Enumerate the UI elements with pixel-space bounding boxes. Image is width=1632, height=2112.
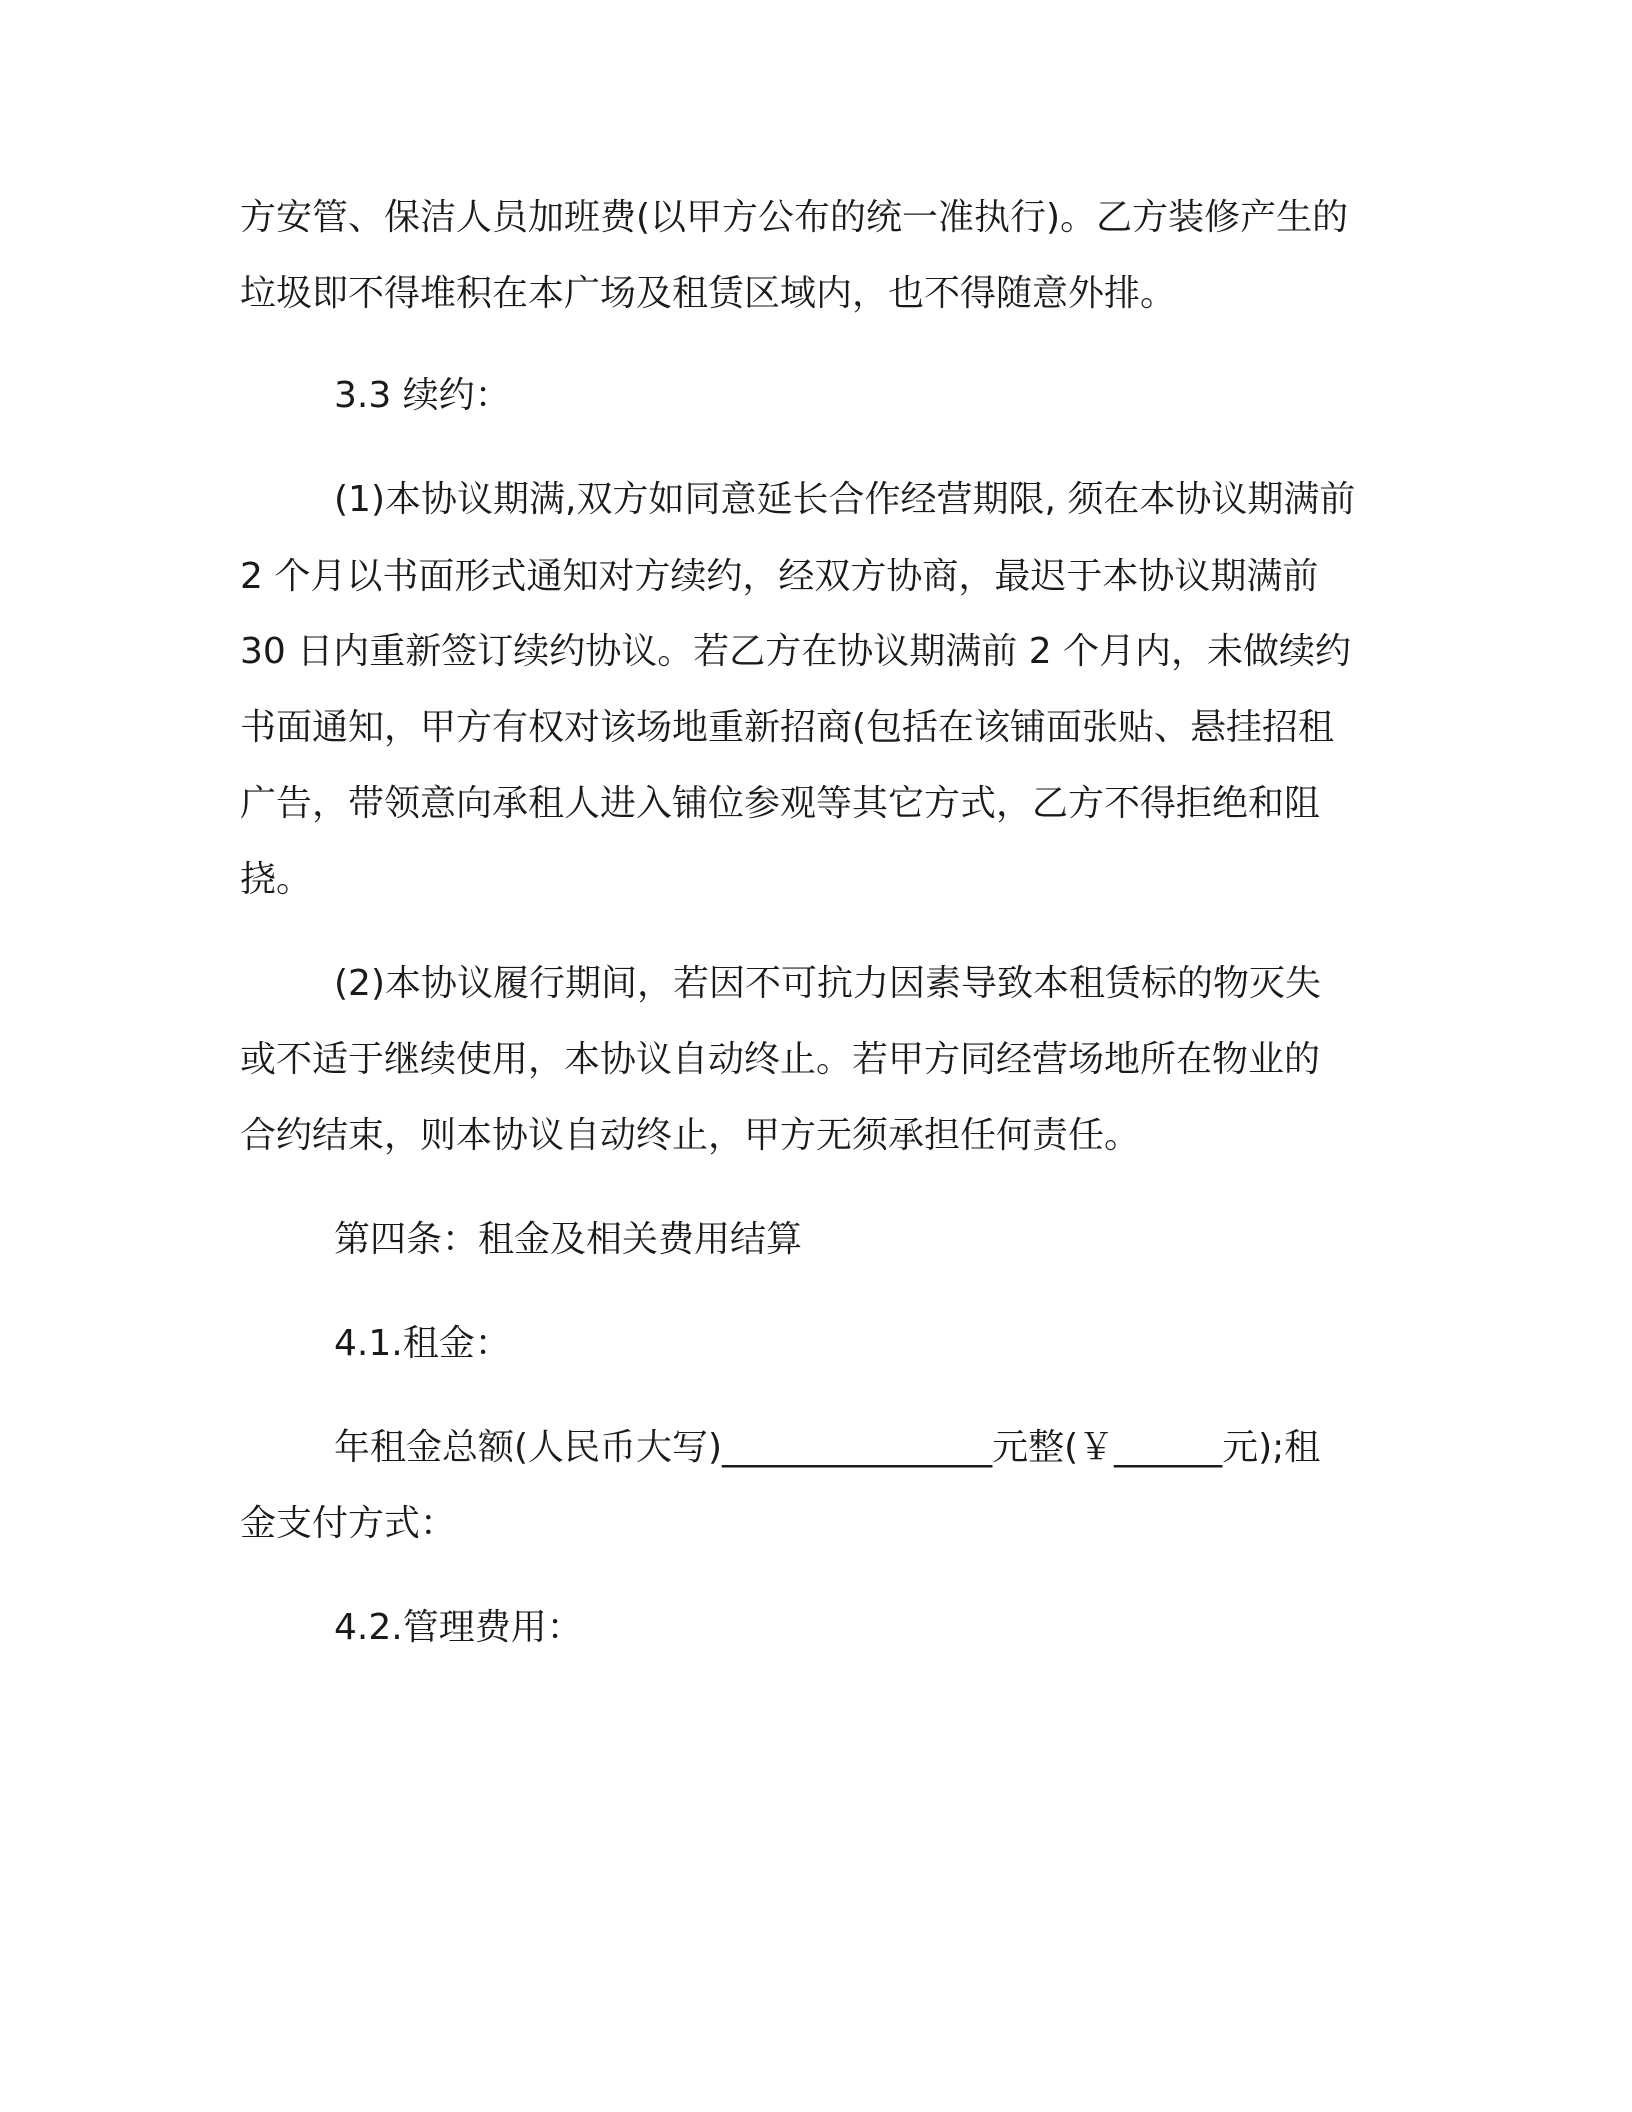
paragraph-line: 2 个月以书面形式通知对方续约，经双方协商，最迟于本协议期满前 [240, 556, 1319, 597]
paragraph-line: 金支付方式： [240, 1503, 457, 1544]
section-heading: 4.2.管理费用： [334, 1607, 583, 1648]
paragraph-line: 合约结束，则本协议自动终止，甲方无须承担任何责任。 [240, 1115, 1141, 1156]
paragraph-line: (1)本协议期满,双方如同意延长合作经营期限, 须在本协议期满前 [334, 479, 1356, 520]
paragraph-line: 垃圾即不得堆积在本广场及租赁区域内，也不得随意外排。 [240, 273, 1177, 314]
paragraph-line: 30 日内重新签订续约协议。若乙方在协议期满前 2 个月内，未做续约 [240, 631, 1352, 672]
paragraph-line: 方安管、保洁人员加班费(以甲方公布的统一准执行)。乙方装修产生的 [240, 197, 1349, 238]
paragraph-line: (2)本协议履行期间，若因不可抗力因素导致本租赁标的物灭失 [334, 963, 1321, 1004]
paragraph-line: 挠。 [240, 859, 313, 900]
paragraph-line: 书面通知，甲方有权对该场地重新招商(包括在该铺面张贴、悬挂招租 [240, 707, 1335, 748]
rent-amount-line: 年租金总额(人民币大写)_______________元整(￥______元);租 [334, 1427, 1321, 1468]
section-heading: 3.3 续约： [334, 375, 511, 416]
paragraph-line: 广告，带领意向承租人进入铺位参观等其它方式，乙方不得拒绝和阻 [240, 783, 1321, 824]
article-heading: 第四条：租金及相关费用结算 [334, 1219, 803, 1260]
paragraph-line: 或不适于继续使用，本协议自动终止。若甲方同经营场地所在物业的 [240, 1039, 1321, 1080]
section-heading: 4.1.租金： [334, 1323, 511, 1364]
